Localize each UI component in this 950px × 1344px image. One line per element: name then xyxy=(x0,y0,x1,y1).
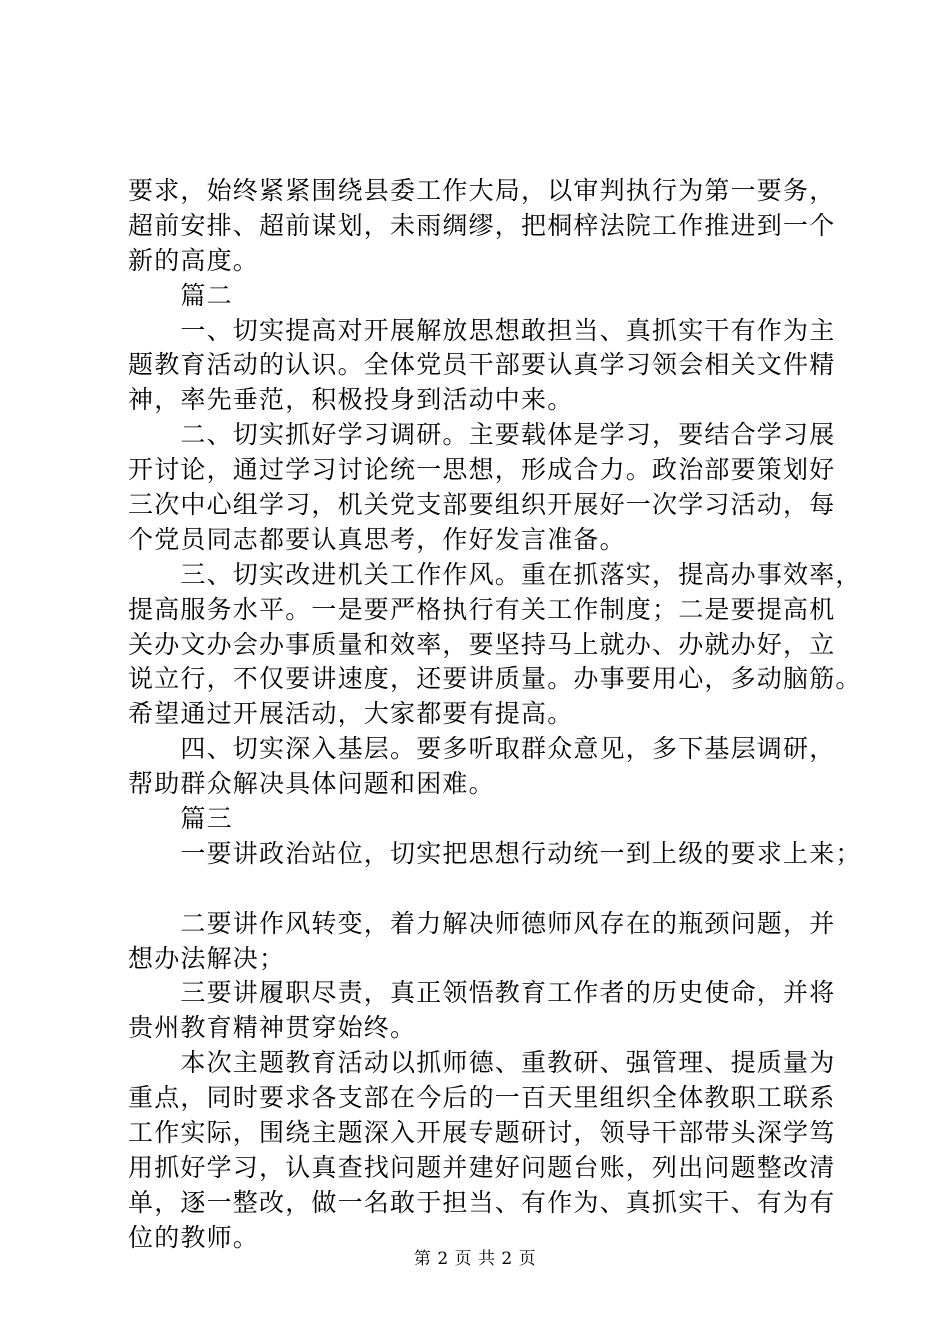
text-line: 二要讲作风转变，着力解决师德师风存在的瓶颈问题，并 xyxy=(128,908,836,938)
text-line: 贵州教育精神贯穿始终。 xyxy=(128,1013,417,1043)
text-line: 单，逐一整改，做一名敢于担当、有作为、真抓实干、有为有 xyxy=(128,1187,836,1217)
text-line: 题教育活动的认识。全体党员干部要认真学习领会相关文件精 xyxy=(128,350,836,380)
document-body xyxy=(128,174,862,1256)
text-line: 篇二 xyxy=(128,280,233,310)
page-footer: 第 2 页 共 2 页 xyxy=(413,1249,537,1269)
text-line: 三次中心组学习，机关党支部要组织开展好一次学习活动，每 xyxy=(128,490,836,520)
text-line: 一、切实提高对开展解放思想敢担当、真抓实干有作为主 xyxy=(128,315,836,345)
text-line: 工作实际，围绕主题深入开展专题研讨，领导干部带头深学笃 xyxy=(128,1118,836,1148)
text-line: 三要讲履职尽责，真正领悟教育工作者的历史使命，并将 xyxy=(128,978,836,1008)
text-line: 神，率先垂范，积极投身到活动中来。 xyxy=(128,385,574,415)
text-line: 帮助群众解决具体问题和困难。 xyxy=(128,769,495,799)
blank-line xyxy=(128,872,858,907)
text-line: 个党员同志都要认真思考，作好发言准备。 xyxy=(128,524,626,554)
text-line: 关办文办会办事质量和效率，要坚持马上就办、办就办好，立 xyxy=(128,629,836,659)
text-line: 超前安排、超前谋划，未雨绸缪，把桐梓法院工作推进到一个 xyxy=(128,210,836,240)
text-line: 位的教师。 xyxy=(128,1222,260,1252)
text-line: 开讨论，通过学习讨论统一思想，形成合力。政治部要策划好 xyxy=(128,455,836,485)
text-line: 一要讲政治站位，切实把思想行动统一到上级的要求上来； xyxy=(128,838,862,868)
text-line: 二、切实抓好学习调研。主要载体是学习，要结合学习展 xyxy=(128,420,836,450)
text-line: 希望通过开展活动，大家都要有提高。 xyxy=(128,699,574,729)
text-line: 三、切实改进机关工作作风。重在抓落实，提高办事效率， xyxy=(128,559,862,589)
text-line: 要求，始终紧紧围绕县委工作大局，以审判执行为第一要务， xyxy=(128,176,836,205)
text-line: 本次主题教育活动以抓师德、重教研、强管理、提质量为 xyxy=(128,1048,836,1078)
text-line: 用抓好学习，认真查找问题并建好问题台账，列出问题整改清 xyxy=(128,1152,836,1182)
text-line: 说立行，不仅要讲速度，还要讲质量。办事要用心，多动脑筋。 xyxy=(128,664,862,694)
text-line: 想办法解决； xyxy=(128,943,286,973)
text-line: 新的高度。 xyxy=(128,245,260,275)
text-line: 重点，同时要求各支部在今后的一百天里组织全体教职工联系 xyxy=(128,1083,836,1113)
text-line: 篇三 xyxy=(128,804,233,834)
text-line: 提高服务水平。一是要严格执行有关工作制度；二是要提高机 xyxy=(128,594,836,624)
text-line: 四、切实深入基层。要多听取群众意见，多下基层调研， xyxy=(128,734,836,764)
